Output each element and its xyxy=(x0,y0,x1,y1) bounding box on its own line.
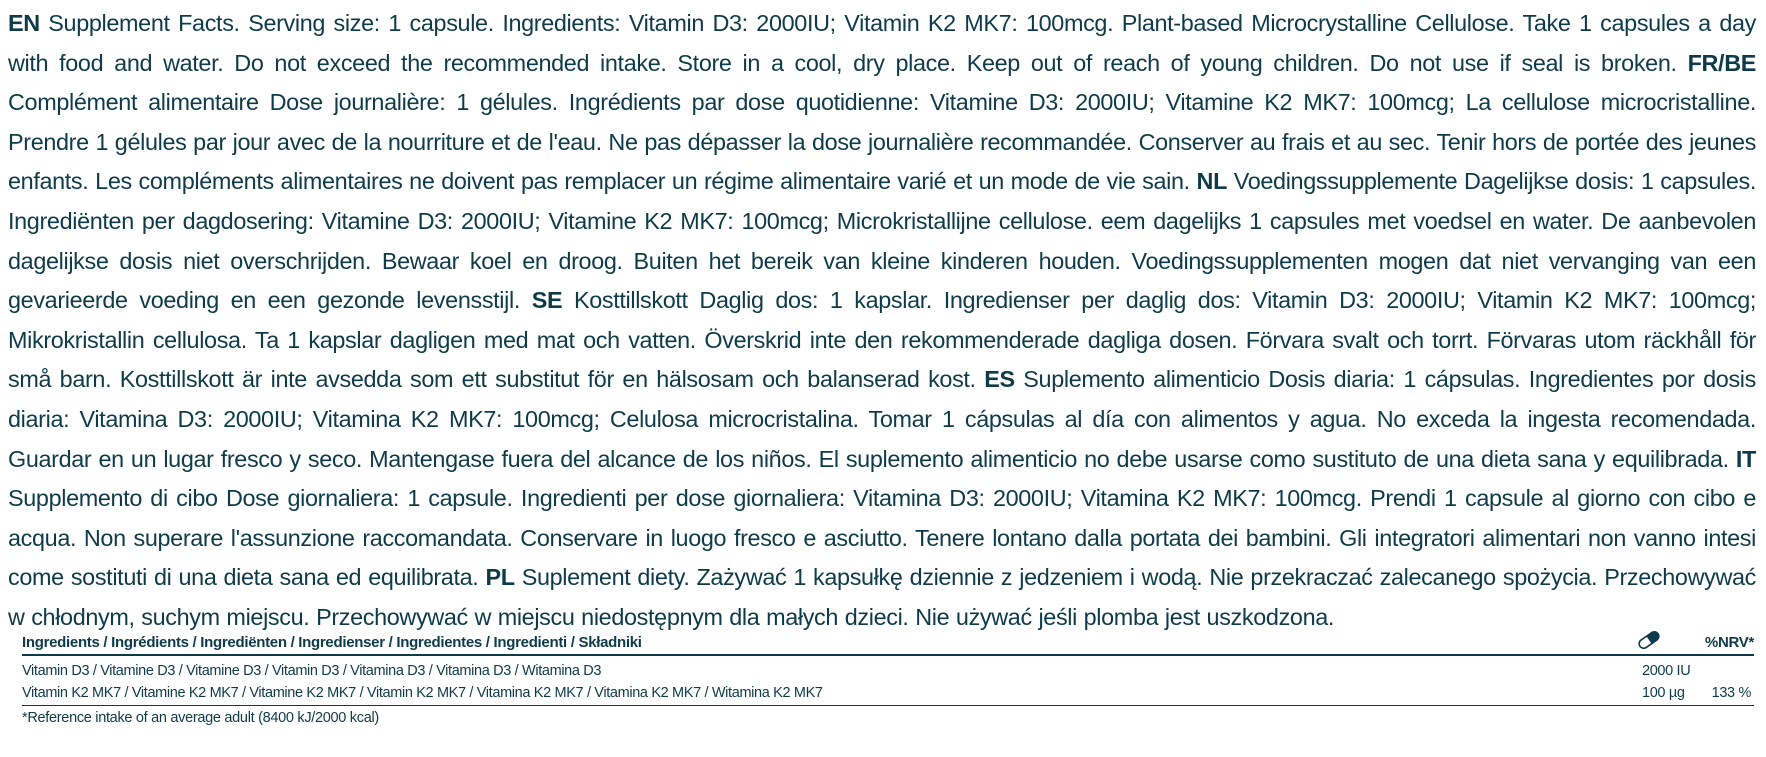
facts-table-header xyxy=(22,624,1754,656)
lang-code-it: IT xyxy=(1735,445,1756,472)
ingredient-amount: 100 µg xyxy=(1642,685,1685,701)
label-text-it: Supplemento di cibo Dose giornaliera: 1 capsule. Ingredienti per dose giornaliera: Vitamina D3: 2000IU; Vitamina K2 MK7: 100mcg. Prendi 1 capsule al giorno con cibo e acqua. Non superare l'assunzione raccomandata. Conservare in luogo fresco e asciutto. Tenere lontano dalla portata dei bambini. Gli integratori alimentari non vanno intesi come sostituti di una dieta sana ed equilibrata. xyxy=(8,485,1756,591)
lang-code-en: EN xyxy=(8,10,40,36)
label-text-fr-be: Complément alimentaire Dose journalière: 1 gélules. Ingrédients par dose quotidienne: Vitamine D3: 2000IU; Vitamine K2 MK7: 100mcg; La cellulose microcristalline. Prendre 1 gélules par jour avec de la nourriture et de l'eau. Ne pas dépasser la dose journalière recommandée. Conserver au frais et au sec. Tenir hors de portée des jeunes enfants. Les compléments alimentaires ne doivent pas remplacer un régime alimentaire varié et un mode de vie sain. xyxy=(8,89,1756,195)
reference-intake-footnote: *Reference intake of an average adult (8400 kJ/2000 kcal) xyxy=(22,710,379,726)
ingredient-nrv: 133 % xyxy=(1711,685,1751,701)
table-row xyxy=(22,661,1754,683)
label-text-es: Suplemento alimenticio Dosis diaria: 1 cápsulas. Ingredientes por dosis diaria: Vitamina D3: 2000IU; Vitamina K2 MK7: 100mcg; Celulosa microcristalina. Tomar 1 cápsulas al día con alimentos y agua. No exceda la ingesta recomendada. Guardar en un lugar fresco y seco. Mantengase fuera del alcance de los niños. El suplemento alimenticio no debe usarse como sustituto de una dieta sana y equilibrada. xyxy=(8,366,1756,472)
capsule-icon xyxy=(1636,630,1662,650)
lang-code-pl: PL xyxy=(485,564,515,591)
nrv-header: %NRV* xyxy=(1704,634,1754,651)
lang-code-fr-be: FR/BE xyxy=(1687,49,1756,76)
ingredient-amount: 2000 IU xyxy=(1642,663,1691,679)
label-text-en: Supplement Facts. Serving size: 1 capsule. Ingredients: Vitamin D3: 2000IU; Vitamin K2 MK7: 100mcg. Plant-based Microcrystalline Cellulose. Take 1 capsules a day with food and water. Do not exceed the recommended intake. Store in a cool, dry place. Keep out of reach of young children. Do not use if seal is broken. xyxy=(8,10,1756,76)
label-text-block xyxy=(8,4,1756,638)
ingredients-header: Ingredients / Ingrédients / Ingrediënten / Ingredienser / Ingredientes / Ingredienti / Składniki xyxy=(22,634,642,651)
lang-code-nl: NL xyxy=(1196,168,1228,195)
table-row xyxy=(22,683,1754,706)
label-text-nl: Voedingssupplemente Dagelijkse dosis: 1 capsules. Ingrediënten per dagdosering: Vitamine D3: 2000IU; Vitamine K2 MK7: 100mcg; Microkristallijne cellulose. eem dagelijks 1 capsules met voedsel en water. De aanbevolen dagelijkse dosis niet overschrijden. Bewaar koel en droog. Buiten het bereik van kleine kinderen houden. Voedingssupplementen mogen dat niet vervanging van een gevarieerde voeding en een gezonde levensstijl. xyxy=(8,168,1756,314)
ingredient-name: Vitamin D3 / Vitamine D3 / Vitamine D3 / Vitamin D3 / Vitamina D3 / Vitamina D3 / Witamina D3 xyxy=(22,663,602,679)
supplement-facts-table xyxy=(22,624,1754,726)
lang-code-se: SE xyxy=(531,287,563,314)
ingredient-name: Vitamin K2 MK7 / Vitamine K2 MK7 / Vitamine K2 MK7 / Vitamin K2 MK7 / Vitamina K2 MK7 / Vitamina K2 MK7 / Witamina K2 MK7 xyxy=(22,685,823,701)
lang-code-es: ES xyxy=(984,366,1015,393)
label-text-pl: Suplement diety. Zażywać 1 kapsułkę dziennie z jedzeniem i wodą. Nie przekraczać zalecanego spożycia. Przechowywać w chłodnym, suchym miejscu. Przechowywać w miejscu niedostępnym dla małych dzieci. Nie używać jeśli plomba jest uszkodzona. xyxy=(8,564,1757,630)
label-text-se: Kosttillskott Daglig dos: 1 kapslar. Ingredienser per daglig dos: Vitamin D3: 2000IU; Vitamin K2 MK7: 100mcg; Mikrokristallin cellulosa. Ta 1 kapslar dagligen med mat och vatten. Överskrid inte den rekommenderade dagliga dosen. Förvara svalt och torrt. Förvaras utom räckhåll för små barn. Kosttillskott är inte avsedda som ett substitut för en hälsosam och balanserad kost. xyxy=(8,287,1757,393)
